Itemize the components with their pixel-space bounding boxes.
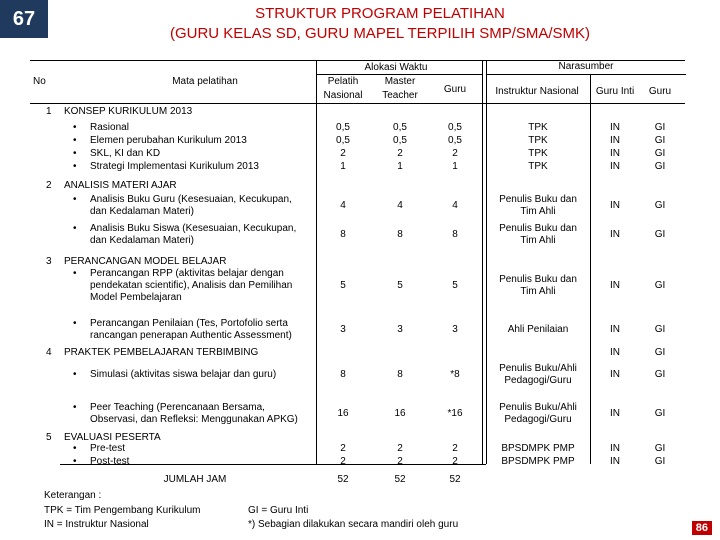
row-instruktur: Tim Ahli	[520, 235, 556, 246]
row-guru-inti: IN	[610, 324, 620, 335]
row-text: dan Kedalaman Materi)	[90, 235, 194, 246]
bullet-icon: •	[73, 318, 77, 329]
row-pelatih-nasional: 5	[340, 280, 346, 291]
row-master-teacher: 4	[397, 200, 403, 211]
row-guru-2: GI	[654, 122, 666, 133]
legend-label: Keterangan :	[44, 490, 102, 501]
row-instruktur: Ahli Penilaian	[507, 324, 569, 335]
section4-guru: GI	[654, 347, 666, 358]
row-guru: 8	[452, 229, 458, 240]
row-guru-2: GI	[654, 161, 666, 172]
row-guru-2: GI	[654, 369, 666, 380]
row-guru-inti: IN	[610, 122, 620, 133]
row-guru-inti: IN	[610, 456, 620, 467]
row-master-teacher: 2	[397, 148, 403, 159]
row-guru-2: GI	[654, 324, 666, 335]
legend-in: IN = Instruktur Nasional	[44, 519, 149, 530]
total-pelatih-nasional: 52	[337, 474, 349, 485]
row-guru-2: GI	[654, 148, 666, 159]
row-text: Simulasi (aktivitas siswa belajar dan guru)	[90, 369, 277, 380]
row-text: Analisis Buku Guru (Kesesuaian, Kecukupan,	[90, 194, 292, 205]
row-guru-inti: IN	[610, 135, 620, 146]
bullet-icon: •	[73, 161, 77, 172]
row-guru-inti: IN	[610, 161, 620, 172]
row-text: rancangan penerapan Authentic Assessment)	[90, 330, 292, 341]
header-master-teacher-2: Teacher	[382, 90, 418, 101]
row-instruktur: BPSDMPK PMP	[501, 443, 575, 454]
row-guru-inti: IN	[610, 443, 620, 454]
column-divider-2	[482, 60, 483, 464]
alokasi-divider	[316, 74, 482, 75]
row-guru: 4	[452, 200, 458, 211]
bullet-icon: •	[73, 122, 77, 133]
row-guru-2: GI	[654, 456, 666, 467]
section-number: 5	[46, 432, 52, 443]
row-guru-2: GI	[654, 229, 666, 240]
row-pelatih-nasional: 2	[340, 456, 346, 467]
page-number: 86	[692, 521, 712, 535]
row-text: Post-test	[90, 456, 130, 467]
row-text: pendekatan scientific), Analisis dan Pemilihan	[90, 280, 293, 291]
row-master-teacher: 5	[397, 280, 403, 291]
row-pelatih-nasional: 4	[340, 200, 346, 211]
row-instruktur: TPK	[528, 161, 548, 172]
row-master-teacher: 3	[397, 324, 403, 335]
row-instruktur: Penulis Buku/Ahli	[499, 402, 577, 413]
row-pelatih-nasional: 0,5	[336, 135, 350, 146]
row-instruktur: TPK	[528, 122, 548, 133]
row-guru: 0,5	[448, 122, 462, 133]
section-title: EVALUASI PESERTA	[64, 432, 161, 443]
row-instruktur: BPSDMPK PMP	[501, 456, 575, 467]
total-master-teacher: 52	[394, 474, 406, 485]
total-label: JUMLAH JAM	[163, 474, 227, 485]
row-guru: 1	[452, 161, 458, 172]
bullet-icon: •	[73, 223, 77, 234]
row-text: Strategi Implementasi Kurikulum 2013	[90, 161, 259, 172]
header-guru: Guru	[443, 84, 467, 95]
row-text: Analisis Buku Siswa (Kesesuaian, Kecukupan,	[90, 223, 297, 234]
row-guru-inti: IN	[610, 229, 620, 240]
header-guru-2: Guru	[648, 86, 672, 97]
title-line-2: (GURU KELAS SD, GURU MAPEL TERPILIH SMP/SMA/SMK)	[169, 25, 591, 42]
row-guru-inti: IN	[610, 280, 620, 291]
header-no: No	[33, 76, 46, 87]
row-master-teacher: 8	[397, 369, 403, 380]
row-instruktur: Penulis Buku dan	[499, 274, 577, 285]
row-instruktur: Pedagogi/Guru	[504, 375, 572, 386]
legend-note: *) Sebagian dilakukan secara mandiri oleh guru	[248, 519, 459, 530]
row-guru-inti: IN	[610, 200, 620, 211]
row-guru-2: GI	[654, 200, 666, 211]
row-guru: *8	[450, 369, 460, 380]
row-guru-inti: IN	[610, 408, 620, 419]
header-alokasi-waktu: Alokasi Waktu	[364, 62, 428, 73]
row-pelatih-nasional: 2	[340, 148, 346, 159]
header-instruktur-nasional: Instruktur Nasional	[495, 86, 579, 97]
row-text: Elemen perubahan Kurikulum 2013	[90, 135, 247, 146]
bullet-icon: •	[73, 194, 77, 205]
column-divider-1	[316, 60, 317, 464]
section-number: 3	[46, 256, 52, 267]
total-guru: 52	[449, 474, 461, 485]
row-guru: 5	[452, 280, 458, 291]
row-master-teacher: 16	[394, 408, 406, 419]
row-guru: 2	[452, 456, 458, 467]
slide-number-badge: 67	[0, 0, 48, 38]
row-pelatih-nasional: 8	[340, 369, 346, 380]
row-guru-inti: IN	[610, 148, 620, 159]
section-title: PERANCANGAN MODEL BELAJAR	[64, 256, 227, 267]
row-instruktur: Tim Ahli	[520, 286, 556, 297]
section-number: 1	[46, 106, 52, 117]
row-text: Peer Teaching (Perencanaan Bersama,	[90, 402, 265, 413]
row-instruktur: Penulis Buku dan	[499, 223, 577, 234]
header-bottom-border	[30, 103, 685, 104]
row-guru: 0,5	[448, 135, 462, 146]
row-pelatih-nasional: 0,5	[336, 122, 350, 133]
section-number: 4	[46, 347, 52, 358]
row-master-teacher: 1	[397, 161, 403, 172]
row-guru: 3	[452, 324, 458, 335]
row-pelatih-nasional: 3	[340, 324, 346, 335]
row-instruktur: Penulis Buku/Ahli	[499, 363, 577, 374]
row-guru: 2	[452, 148, 458, 159]
row-master-teacher: 0,5	[393, 135, 407, 146]
row-text: Pre-test	[90, 443, 126, 454]
header-master-teacher-1: Master	[384, 76, 416, 87]
row-instruktur: Pedagogi/Guru	[504, 414, 572, 425]
row-pelatih-nasional: 2	[340, 443, 346, 454]
narasumber-divider	[486, 74, 686, 75]
row-master-teacher: 2	[397, 443, 403, 454]
row-pelatih-nasional: 16	[337, 408, 349, 419]
bullet-icon: •	[73, 148, 77, 159]
header-pelatih-nasional-2: Nasional	[323, 90, 363, 101]
row-guru-2: GI	[654, 280, 666, 291]
bullet-icon: •	[73, 456, 77, 467]
row-guru: 2	[452, 443, 458, 454]
row-text: SKL, KI dan KD	[90, 148, 161, 159]
row-text: Perancangan RPP (aktivitas belajar dengan	[90, 268, 284, 279]
row-text: Rasional	[90, 122, 129, 133]
row-instruktur: Tim Ahli	[520, 206, 556, 217]
table-top-border	[30, 60, 685, 61]
section-title: PRAKTEK PEMBELAJARAN TERBIMBING	[64, 347, 259, 358]
row-guru-inti: IN	[610, 369, 620, 380]
row-guru-2: GI	[654, 135, 666, 146]
title-line-1: STRUKTUR PROGRAM PELATIHAN	[255, 5, 505, 22]
header-narasumber: Narasumber	[558, 61, 614, 72]
section-number: 2	[46, 180, 52, 191]
row-text: Perancangan Penilaian (Tes, Portofolio serta	[90, 318, 288, 329]
row-guru-2: GI	[654, 408, 666, 419]
section-title: KONSEP KURIKULUM 2013	[64, 106, 193, 117]
row-pelatih-nasional: 8	[340, 229, 346, 240]
bullet-icon: •	[73, 402, 77, 413]
row-guru: *16	[447, 408, 463, 419]
row-master-teacher: 8	[397, 229, 403, 240]
row-text: dan Kedalaman Materi)	[90, 206, 194, 217]
row-guru-2: GI	[654, 443, 666, 454]
row-instruktur: TPK	[528, 148, 548, 159]
row-text: Observasi, dan Refleksi: Menggunakan APKG)	[90, 414, 298, 425]
bullet-icon: •	[73, 369, 77, 380]
bullet-icon: •	[73, 443, 77, 454]
bullet-icon: •	[73, 135, 77, 146]
section4-guru-inti: IN	[610, 347, 620, 358]
bullet-icon: •	[73, 268, 77, 279]
row-pelatih-nasional: 1	[340, 161, 346, 172]
legend-gi: GI = Guru Inti	[248, 505, 309, 516]
header-pelatih-nasional-1: Pelatih	[327, 76, 359, 87]
section-title: ANALISIS MATERI AJAR	[64, 180, 177, 191]
row-master-teacher: 2	[397, 456, 403, 467]
row-instruktur: TPK	[528, 135, 548, 146]
row-text: Model Pembelajaran	[90, 292, 182, 303]
header-guru-inti: Guru Inti	[595, 86, 635, 97]
legend-tpk: TPK = Tim Pengembang Kurikulum	[44, 505, 201, 516]
row-master-teacher: 0,5	[393, 122, 407, 133]
row-instruktur: Penulis Buku dan	[499, 194, 577, 205]
header-mata-pelatihan: Mata pelatihan	[172, 76, 238, 87]
